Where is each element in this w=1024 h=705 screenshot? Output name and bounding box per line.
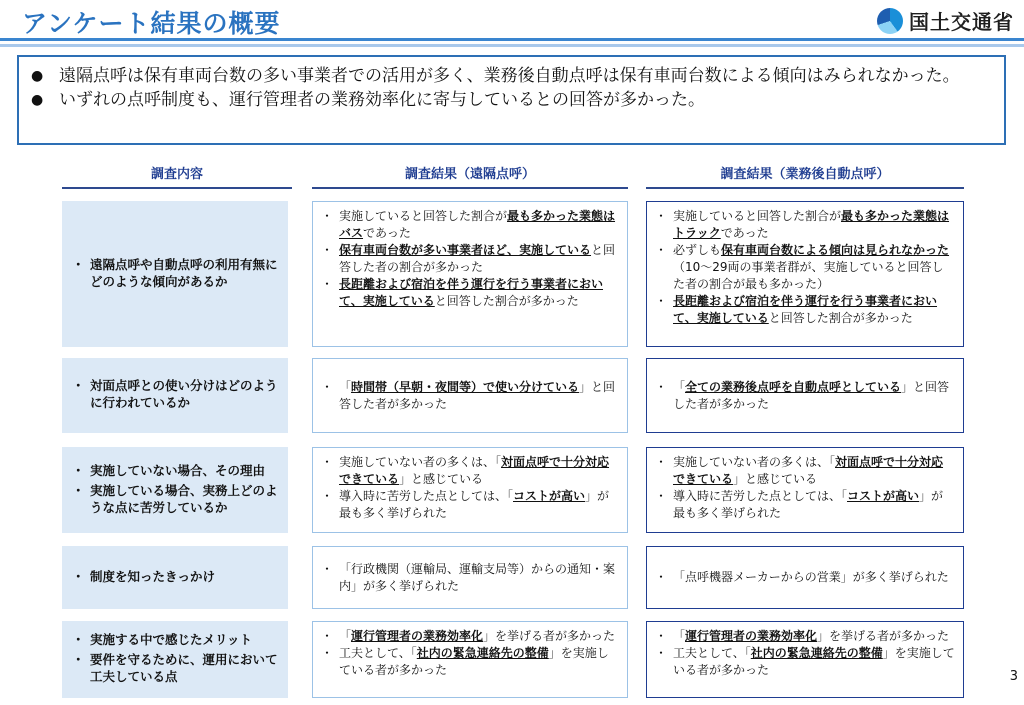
remote-result-cell (312, 621, 628, 698)
bullet-icon: ● (31, 68, 44, 84)
plain-text: （10～29両の事業者群が、実施していると回答した者の割合が最も多かった） (673, 260, 944, 291)
item-text (673, 628, 949, 645)
plain-text: 工夫として、「 (339, 646, 417, 660)
bullet-icon: ・ (655, 379, 668, 394)
header-rule (0, 38, 1024, 41)
list-item (321, 208, 619, 242)
emphasis-text: 最も多かった業態はトラック (673, 209, 950, 240)
summary-item (31, 88, 994, 112)
plain-text: 」と感じている (733, 472, 818, 486)
list-item (321, 561, 619, 595)
item-text (339, 645, 619, 679)
plain-text: と回答した者の割合が多かった (339, 243, 616, 274)
item-text (673, 645, 955, 679)
plain-text: 実施していると回答した割合が (673, 209, 842, 223)
emphasis-text: 運行管理者の業務効率化 (685, 629, 818, 643)
plain-text: 」を挙げる者が多かった (817, 629, 950, 643)
plain-text: 「行政機関（運輸局、運輸支局等）からの通知・案内」が多く挙げられた (339, 561, 616, 593)
column-header-auto: 調査結果（業務後自動点呼） (646, 163, 964, 189)
plain-text: 」を挙げる者が多かった (483, 629, 616, 643)
emphasis-text: 長距離および宿泊を伴う運行を行う事業者において、実施している (673, 294, 938, 325)
bullet-icon: ・ (655, 646, 668, 660)
question-item (72, 377, 288, 411)
list-item (321, 628, 619, 645)
item-text (673, 569, 949, 586)
bullet-icon: ・ (655, 294, 668, 308)
plain-text: であった (363, 226, 411, 240)
bullet-icon: ・ (321, 489, 334, 503)
emphasis-text: 社内の緊急連絡先の整備 (750, 646, 883, 660)
emphasis-text: 運行管理者の業務効率化 (351, 629, 484, 643)
question-item (72, 482, 288, 516)
emphasis-text: 長距離および宿泊を伴う運行を行う事業者において、実施している (339, 277, 604, 308)
plain-text: 」を実施している者が多かった (339, 646, 609, 677)
list-item (321, 488, 619, 522)
list-item (655, 628, 955, 645)
plain-text: 「 (673, 379, 686, 394)
list-item (655, 454, 955, 488)
item-text (673, 242, 955, 293)
question-text: 実施する中で感じたメリット (90, 632, 253, 647)
summary-box (17, 55, 1006, 145)
bullet-icon: ・ (321, 379, 334, 394)
list-item (321, 242, 619, 276)
summary-item (31, 64, 994, 88)
emphasis-text: 保有車両台数が多い事業者ほど、実施している (339, 243, 592, 257)
item-text (339, 628, 615, 645)
question-text: 要件を守るために、運用において工夫している点 (90, 652, 278, 684)
summary-text: 遠隔点呼は保有車両台数の多い事業者での活用が多く、業務後自動点呼は保有車両台数による傾向はみられなかった。 (59, 66, 960, 86)
question-item (72, 462, 288, 479)
bullet-icon: ・ (72, 482, 85, 498)
remote-result-cell (312, 201, 628, 347)
question-cell (62, 358, 288, 433)
list-item (655, 242, 955, 293)
plain-text: 実施していない者の多くは、「 (339, 455, 502, 469)
plain-text: と回答した割合が多かった (768, 311, 913, 325)
bullet-icon: ・ (321, 561, 334, 576)
item-text (673, 379, 955, 413)
auto-result-cell (646, 546, 964, 609)
emphasis-text: 全ての業務後点呼を自動点呼としている (685, 379, 902, 394)
question-cell (62, 447, 288, 533)
plain-text: 」が最も多く挙げられた (673, 489, 944, 520)
bullet-icon: ・ (655, 629, 668, 643)
question-cell (62, 201, 288, 347)
bullet-icon: ・ (655, 209, 668, 223)
page-number: 3 (1009, 669, 1018, 684)
remote-result-cell (312, 447, 628, 533)
list-item (655, 293, 955, 327)
plain-text: であった (720, 226, 769, 240)
bullet-icon: ・ (72, 256, 85, 272)
auto-result-cell (646, 621, 964, 698)
question-text: 対面点呼との使い分けはどのように行われているか (90, 378, 278, 410)
question-text: 実施している場合、実務上どのような点に苦労しているか (90, 482, 278, 515)
item-text (673, 208, 955, 242)
bullet-icon: ・ (72, 462, 85, 478)
ministry-name: 国土交通省 (909, 10, 1014, 34)
question-cell (62, 621, 288, 698)
bullet-icon: ・ (655, 570, 668, 584)
plain-text: 必ずしも (673, 243, 722, 257)
bullet-icon: ・ (321, 629, 334, 643)
plain-text: 導入時に苦労した点としては、「 (339, 489, 514, 503)
plain-text: 「 (339, 629, 352, 643)
list-item (655, 208, 955, 242)
item-text (339, 379, 619, 413)
remote-result-cell (312, 546, 628, 609)
plain-text: 実施していると回答した割合が (339, 209, 508, 223)
plain-text: 導入時に苦労した点としては、「 (673, 489, 848, 503)
item-text (339, 454, 619, 488)
item-text (673, 293, 955, 327)
question-text: 実施していない場合、その理由 (90, 462, 266, 478)
plain-text: 工夫として、「 (673, 646, 751, 660)
plain-text: 」と回答した者が多かった (673, 379, 950, 411)
emphasis-text: 時間帯（早朝・夜間等）で使い分けている (351, 379, 580, 394)
mlit-logo-icon (877, 8, 903, 34)
bullet-icon: ・ (72, 568, 85, 584)
column-header-content: 調査内容 (62, 163, 292, 189)
list-item (321, 379, 619, 413)
plain-text: 」と回答した者が多かった (339, 379, 616, 411)
auto-result-cell (646, 358, 964, 433)
ministry-logo (877, 6, 1014, 35)
emphasis-text: 社内の緊急連絡先の整備 (416, 646, 549, 660)
question-cell (62, 546, 288, 609)
emphasis-text: 対面点呼で十分対応できている (673, 455, 944, 486)
plain-text: 実施していない者の多くは、「 (673, 455, 836, 469)
question-item (72, 256, 288, 290)
bullet-icon: ・ (655, 455, 668, 469)
bullet-icon: ・ (321, 455, 334, 469)
plain-text: 」を実施している者が多かった (673, 646, 955, 677)
item-text (673, 488, 955, 522)
bullet-icon: ● (31, 92, 44, 108)
bullet-icon: ・ (321, 209, 334, 223)
list-item (655, 379, 955, 413)
summary-text: いずれの点呼制度も、運行管理者の業務効率化に寄与しているとの回答が多かった。 (59, 90, 705, 110)
header-rule-light (0, 44, 1024, 47)
item-text (339, 488, 619, 522)
item-text (339, 561, 619, 595)
plain-text: 」が最も多く挙げられた (339, 489, 610, 520)
emphasis-text: コストが高い (847, 489, 920, 503)
item-text (673, 454, 955, 488)
bullet-icon: ・ (321, 277, 334, 291)
plain-text: 「 (673, 629, 686, 643)
bullet-icon: ・ (72, 632, 85, 647)
plain-text: 「点呼機器メーカーからの営業」が多く挙げられた (673, 570, 949, 584)
list-item (655, 569, 949, 586)
auto-result-cell (646, 201, 964, 347)
question-text: 制度を知ったきっかけ (90, 568, 216, 584)
question-item (72, 651, 288, 685)
auto-result-cell (646, 447, 964, 533)
list-item (321, 276, 619, 310)
plain-text: と回答した割合が多かった (434, 294, 579, 308)
item-text (339, 276, 619, 310)
remote-result-cell (312, 358, 628, 433)
item-text (339, 242, 619, 276)
list-item (321, 454, 619, 488)
emphasis-text: 最も多かった業態はバス (339, 209, 616, 240)
bullet-icon: ・ (72, 652, 85, 667)
emphasis-text: 対面点呼で十分対応できている (339, 455, 610, 486)
emphasis-text: コストが高い (513, 489, 586, 503)
plain-text: 「 (339, 379, 352, 394)
list-item (655, 645, 955, 679)
list-item (321, 645, 619, 679)
bullet-icon: ・ (321, 646, 334, 660)
plain-text: 」と感じている (399, 472, 484, 486)
list-item (655, 488, 955, 522)
bullet-icon: ・ (72, 378, 85, 393)
emphasis-text: 保有車両台数による傾向は見られなかった (721, 243, 950, 257)
question-text: 遠隔点呼や自動点呼の利用有無にどのような傾向があるか (90, 256, 278, 289)
bullet-icon: ・ (321, 243, 334, 257)
page-title: アンケート結果の概要 (22, 9, 281, 38)
question-item (72, 568, 223, 585)
bullet-icon: ・ (655, 243, 668, 257)
question-item (72, 631, 288, 648)
column-header-remote: 調査結果（遠隔点呼） (312, 163, 628, 189)
item-text (339, 208, 619, 242)
bullet-icon: ・ (655, 489, 668, 503)
